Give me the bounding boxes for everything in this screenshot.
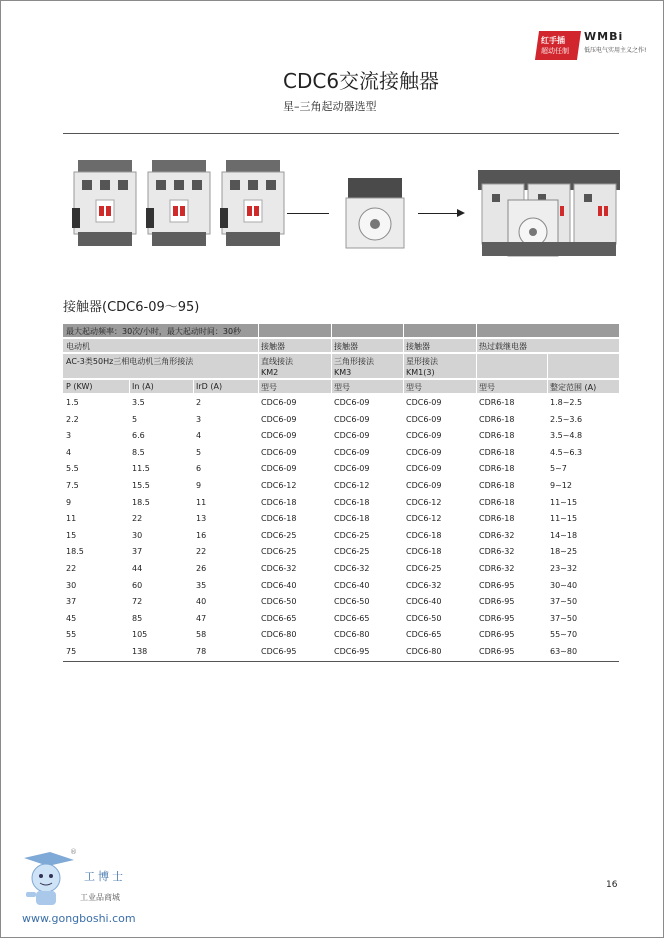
cell-km1-model: CDC6-09 <box>406 398 442 407</box>
cell-km2-model: CDC6-18 <box>261 514 297 524</box>
group-motor: 电动机 <box>66 342 90 351</box>
km1-code: KM1(3) <box>406 368 435 377</box>
cell-km2-model: CDC6-32 <box>261 564 297 573</box>
cell-ird: 2 <box>196 398 202 407</box>
col-sep <box>476 324 477 393</box>
cell-ird: 40 <box>196 597 207 607</box>
cell-km2-model: CDC6-95 <box>261 647 297 656</box>
motor-desc: AC-3类50Hz三相电动机三角形接法 <box>66 357 194 366</box>
timer-module-image <box>344 178 406 250</box>
cell-in: 3.5 <box>132 398 145 407</box>
cell-power: 18.5 <box>66 547 84 557</box>
brand-slogan: 低压电气实用主义之作! <box>584 47 647 54</box>
col-sep <box>258 324 259 393</box>
cell-km1-model: CDC6-09 <box>406 464 442 474</box>
group-km1: 接触器 <box>406 342 430 351</box>
cell-km2-model: CDC6-50 <box>261 597 297 607</box>
cell-ird: 6 <box>196 464 202 474</box>
cell-ird: 5 <box>196 447 202 457</box>
cell-range: 63~80 <box>550 647 578 656</box>
cell-km1-model: CDC6-65 <box>406 630 442 640</box>
cell-km1-model: CDC6-12 <box>406 497 442 507</box>
cell-in: 44 <box>132 564 143 573</box>
cell-ird: 13 <box>196 514 207 524</box>
cell-power: 45 <box>66 613 77 623</box>
cell-power: 22 <box>66 564 77 573</box>
cell-ird: 4 <box>196 431 202 441</box>
brand-badge-line1: 红手插 <box>541 36 565 45</box>
header-divider <box>63 133 619 134</box>
col-header-km3-model: 型号 <box>334 383 350 392</box>
cell-km1-model: CDC6-09 <box>406 447 442 457</box>
cell-km3-model: CDC6-80 <box>334 630 370 640</box>
cell-range: 55~70 <box>550 630 578 640</box>
cell-km1-model: CDC6-12 <box>406 514 442 524</box>
cell-km2-model: CDC6-40 <box>261 580 297 590</box>
cell-km3-model: CDC6-50 <box>334 597 370 607</box>
cell-km3-model: CDC6-40 <box>334 580 370 590</box>
cell-power: 37 <box>66 597 77 607</box>
cell-power: 75 <box>66 647 77 656</box>
cell-km2-model: CDC6-25 <box>261 547 297 557</box>
km2-code: KM2 <box>261 368 279 377</box>
cell-relay-model: CDR6-18 <box>479 414 515 424</box>
col-header-power: P (KW) <box>66 382 93 391</box>
cell-km1-model: CDC6-18 <box>406 547 442 557</box>
cell-in: 6.6 <box>132 431 145 441</box>
cell-in: 37 <box>132 547 143 557</box>
cell-power: 2.2 <box>66 414 79 424</box>
cell-km2-model: CDC6-09 <box>261 398 297 407</box>
cell-ird: 58 <box>196 630 207 640</box>
cell-range: 30~40 <box>550 580 578 590</box>
cell-km3-model: CDC6-65 <box>334 613 370 623</box>
cell-range: 2.5~3.6 <box>550 414 583 424</box>
cell-km3-model: CDC6-18 <box>334 514 370 524</box>
cell-ird: 3 <box>196 414 202 424</box>
cell-km2-model: CDC6-18 <box>261 497 297 507</box>
cell-km3-model: CDC6-09 <box>334 447 370 457</box>
col-header-range: 整定范围 (A) <box>550 383 597 392</box>
cell-power: 5.5 <box>66 464 79 474</box>
watermark-registered: ® <box>70 848 77 856</box>
cell-ird: 35 <box>196 580 207 590</box>
km1-method: 星形接法 <box>406 357 438 366</box>
brand-badge-line2: 超动任制 <box>541 47 569 55</box>
page-number: 16 <box>606 880 618 890</box>
cell-range: 5~7 <box>550 464 567 474</box>
cell-km1-model: CDC6-50 <box>406 613 442 623</box>
cell-relay-model: CDR6-32 <box>479 547 515 557</box>
cell-km2-model: CDC6-09 <box>261 431 297 441</box>
cell-relay-model: CDR6-18 <box>479 398 515 407</box>
cell-km1-model: CDC6-09 <box>406 414 442 424</box>
group-km3: 接触器 <box>334 342 358 351</box>
watermark-name: 工博士 <box>84 870 126 883</box>
cell-range: 4.5~6.3 <box>550 447 583 457</box>
cell-range: 1.8~2.5 <box>550 398 583 407</box>
cell-km2-model: CDC6-09 <box>261 464 297 474</box>
cell-power: 1.5 <box>66 398 79 407</box>
cell-km1-model: CDC6-09 <box>406 481 442 490</box>
cell-power: 3 <box>66 431 72 441</box>
cell-range: 9~12 <box>550 481 572 490</box>
cell-relay-model: CDR6-18 <box>479 497 515 507</box>
cell-power: 11 <box>66 514 77 524</box>
cell-ird: 9 <box>196 481 202 490</box>
cell-in: 5 <box>132 414 138 424</box>
cell-km3-model: CDC6-09 <box>334 464 370 474</box>
cell-power: 9 <box>66 497 72 507</box>
km3-code: KM3 <box>334 368 352 377</box>
km2-method: 直线接法 <box>261 357 293 366</box>
page-subtitle: 星–三角起动器选型 <box>283 100 377 113</box>
cell-relay-model: CDR6-18 <box>479 481 515 490</box>
cell-relay-model: CDR6-95 <box>479 647 515 656</box>
cell-relay-model: CDR6-18 <box>479 431 515 441</box>
cell-in: 60 <box>132 580 143 590</box>
cell-ird: 16 <box>196 530 207 540</box>
contactor-image-2 <box>146 160 212 248</box>
col-sep <box>403 324 404 393</box>
arrow-line <box>418 213 458 214</box>
cell-relay-model: CDR6-95 <box>479 630 515 640</box>
cell-km3-model: CDC6-95 <box>334 647 370 656</box>
cell-km2-model: CDC6-09 <box>261 447 297 457</box>
cell-in: 85 <box>132 613 143 623</box>
cell-ird: 47 <box>196 613 207 623</box>
cell-ird: 11 <box>196 497 207 507</box>
table-caption: 最大起动频率：30次/小时，最大起动时间：30秒 <box>66 327 242 336</box>
contactor-image-3 <box>220 160 286 248</box>
cell-km1-model: CDC6-09 <box>406 431 442 441</box>
col-sep <box>129 380 130 393</box>
cell-ird: 22 <box>196 547 207 557</box>
cell-relay-model: CDR6-18 <box>479 514 515 524</box>
cell-in: 18.5 <box>132 497 150 507</box>
section-title: 接触器(CDC6-09～95) <box>63 300 200 315</box>
cell-km1-model: CDC6-18 <box>406 530 442 540</box>
cell-power: 30 <box>66 580 77 590</box>
cell-range: 37~50 <box>550 597 578 607</box>
cell-ird: 78 <box>196 647 207 656</box>
cell-in: 15.5 <box>132 481 150 490</box>
cell-relay-model: CDR6-18 <box>479 447 515 457</box>
contactor-image-1 <box>72 160 138 248</box>
cell-range: 23~32 <box>550 564 578 573</box>
cell-km1-model: CDC6-32 <box>406 580 442 590</box>
col-sep <box>331 324 332 393</box>
cell-in: 30 <box>132 530 143 540</box>
cell-km2-model: CDC6-80 <box>261 630 297 640</box>
cell-km1-model: CDC6-40 <box>406 597 442 607</box>
cell-range: 14~18 <box>550 530 578 540</box>
cell-power: 7.5 <box>66 481 79 490</box>
col-header-km2-model: 型号 <box>261 383 277 392</box>
col-header-in: In (A) <box>132 382 154 391</box>
col-header-relay-model: 型号 <box>479 383 495 392</box>
cell-km1-model: CDC6-25 <box>406 564 442 573</box>
cell-in: 105 <box>132 630 148 640</box>
mascot-logo <box>14 850 76 910</box>
cell-in: 22 <box>132 514 143 524</box>
cell-power: 15 <box>66 530 77 540</box>
cell-power: 4 <box>66 447 72 457</box>
cell-km2-model: CDC6-12 <box>261 481 297 490</box>
cell-range: 18~25 <box>550 547 578 557</box>
brand-name: WMBi <box>584 30 624 43</box>
cell-km2-model: CDC6-09 <box>261 414 297 424</box>
page-title: CDC6交流接触器 <box>283 69 440 93</box>
cell-range: 3.5~4.8 <box>550 431 583 441</box>
cell-km3-model: CDC6-25 <box>334 547 370 557</box>
cell-in: 138 <box>132 647 148 656</box>
col-sep <box>193 380 194 393</box>
col-header-km1-model: 型号 <box>406 383 422 392</box>
group-relay: 热过载继电器 <box>479 342 527 351</box>
cell-km3-model: CDC6-25 <box>334 530 370 540</box>
cell-in: 11.5 <box>132 464 150 474</box>
watermark-sub: 工业品商城 <box>80 893 120 902</box>
cell-in: 72 <box>132 597 143 607</box>
cell-km3-model: CDC6-12 <box>334 481 370 490</box>
cell-km2-model: CDC6-65 <box>261 613 297 623</box>
cell-range: 11~15 <box>550 514 578 524</box>
cell-relay-model: CDR6-95 <box>479 597 515 607</box>
cell-ird: 26 <box>196 564 207 573</box>
cell-relay-model: CDR6-32 <box>479 564 515 573</box>
cell-km3-model: CDC6-18 <box>334 497 370 507</box>
cell-power: 55 <box>66 630 77 640</box>
group-km2: 接触器 <box>261 342 285 351</box>
cell-range: 37~50 <box>550 613 578 623</box>
connector-line <box>287 213 329 214</box>
col-sep <box>547 354 548 393</box>
star-delta-starter-image <box>478 160 620 262</box>
cell-km3-model: CDC6-09 <box>334 431 370 441</box>
table-bottom-rule <box>63 661 619 662</box>
cell-relay-model: CDR6-18 <box>479 464 515 474</box>
arrow-icon <box>457 209 465 217</box>
cell-relay-model: CDR6-95 <box>479 580 515 590</box>
cell-km2-model: CDC6-25 <box>261 530 297 540</box>
cell-km3-model: CDC6-32 <box>334 564 370 573</box>
watermark-url[interactable]: www.gongboshi.com <box>22 912 136 925</box>
cell-relay-model: CDR6-95 <box>479 613 515 623</box>
cell-range: 11~15 <box>550 497 578 507</box>
cell-km3-model: CDC6-09 <box>334 398 370 407</box>
cell-km1-model: CDC6-80 <box>406 647 442 656</box>
col-header-ird: IrD (A) <box>196 382 223 391</box>
km3-method: 三角形接法 <box>334 357 374 366</box>
cell-km3-model: CDC6-09 <box>334 414 370 424</box>
cell-relay-model: CDR6-32 <box>479 530 515 540</box>
cell-in: 8.5 <box>132 447 145 457</box>
